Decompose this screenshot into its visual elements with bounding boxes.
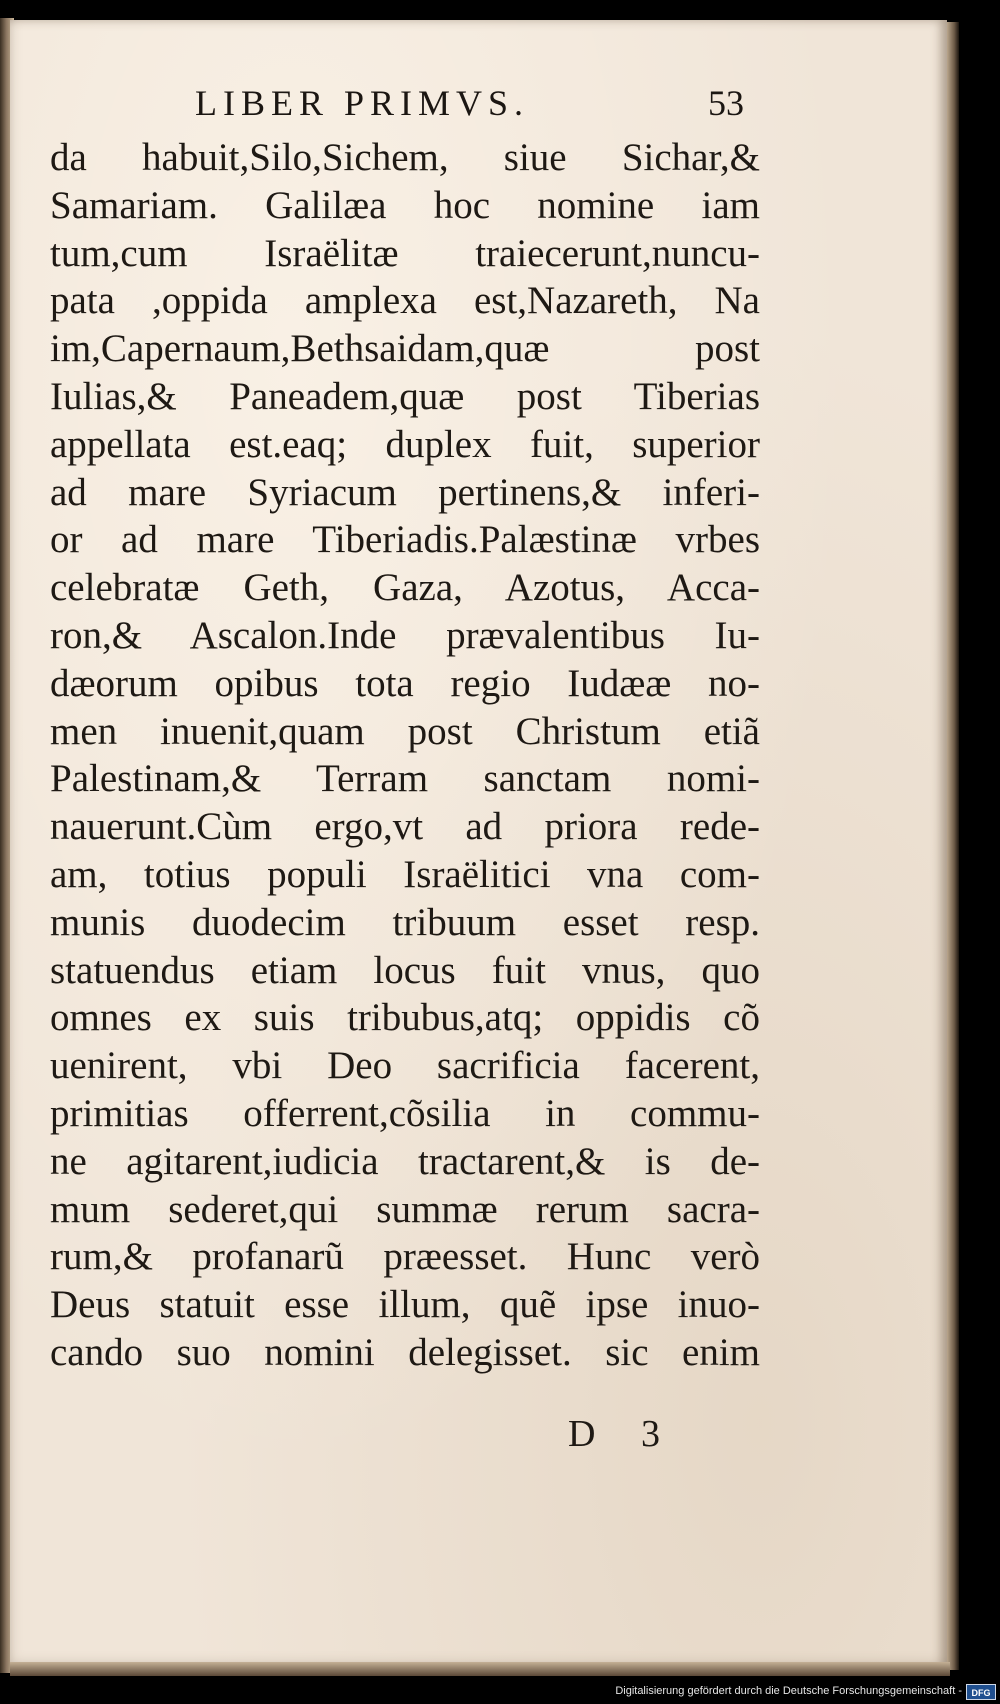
text-line: uenirent, vbi Deo sacrificia facerent, [50,1044,760,1088]
text-line: munis duodecim tribuum esset resp. [50,900,760,944]
text-line: statuendus etiam locus fuit vnus, quo [50,948,760,992]
text-line: im,Capernaum,Bethsaidam,quæ post [50,327,760,371]
text-line: ad mare Syriacum pertinens,& inferi- [50,470,760,514]
text-line: primitias offerrent,cõsilia in commu- [50,1091,760,1135]
text-line: tum,cum Israëlitæ traiecerunt,nuncu- [50,231,760,275]
text-line: appellata est.eaq; duplex fuit, superior [50,422,760,466]
credit-bar [0,1680,1000,1704]
running-title: LIBER PRIMVS. [195,83,530,123]
text-line: men inuenit,quam post Christum etiã [50,709,760,753]
text-line: cando suo nomini delegisset. sic enim [50,1330,760,1374]
text-line: pata ,oppida amplexa est,Nazareth, Na [50,279,760,323]
text-line: Deus statuit esse illum, quẽ ipse inuo- [50,1283,760,1327]
text-line: omnes ex suis tribubus,atq; oppidis cõ [50,996,760,1040]
text-line: rum,& profanarũ præesset. Hunc verò [50,1235,760,1279]
text-line: da habuit,Silo,Sichem, siue Sichar,& [50,136,760,179]
text-line: ne agitarent,iudicia tractarent,& is de- [50,1139,760,1183]
text-line: mum sederet,qui summæ rerum sacra- [50,1187,760,1231]
dfg-logo-icon: DFG [966,1684,996,1700]
text-line: Samariam. Galilæa hoc nomine iam [50,183,760,227]
text-line: celebratæ Geth, Gaza, Azotus, Acca- [50,566,760,610]
text-line: or ad mare Tiberiadis.Palæstinæ vrbes [50,518,760,562]
text-line: Palestinam,& Terram sanctam nomi- [50,757,760,801]
text-line: nauerunt.Cùm ergo,vt ad priora rede- [50,805,760,849]
text-line: Iulias,& Paneadem,quæ post Tiberias [50,374,760,418]
book-bottom-edge [10,1662,950,1676]
text-line: ron,& Ascalon.Inde prævalentibus Iu- [50,613,760,657]
book-fore-edge [947,22,959,1670]
body-text [50,134,760,1377]
signature-mark: D 3 [568,1413,678,1455]
page-number: 53 [708,83,744,123]
text-line: am, totius populi Israëlitici vna com- [50,852,760,896]
credit-text: Digitalisierung gefördert durch die Deutsche Forschungsgemeinschaft - [615,1685,962,1697]
text-line: dæorum opibus tota regio Iudææ no- [50,661,760,705]
